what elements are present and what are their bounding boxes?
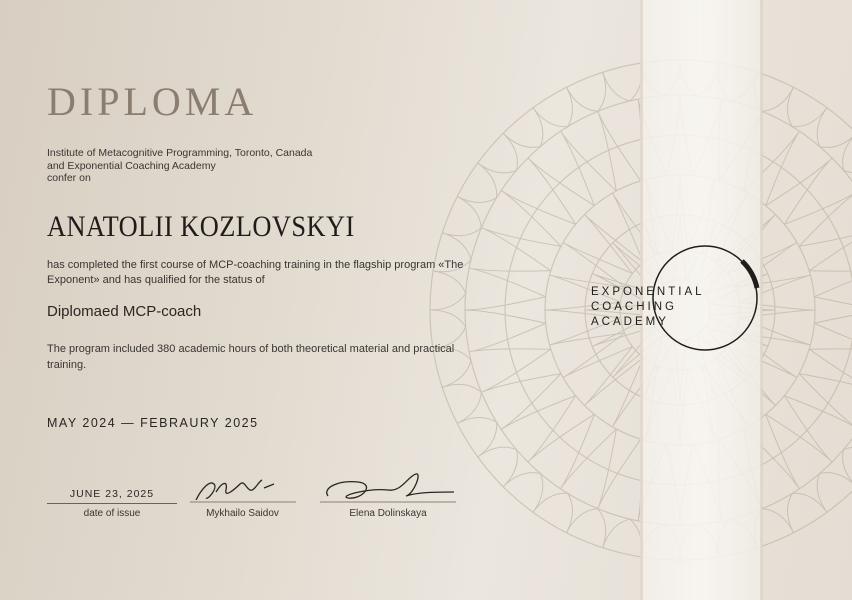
signer-name: Mykhailo Saidov	[206, 508, 279, 519]
logo-line: ACADEMY	[591, 316, 669, 328]
intro-line: Institute of Metacognitive Programming, Toronto, Canada	[47, 147, 313, 159]
logo-line: COACHING	[591, 301, 677, 313]
qualification-status: Diplomaed MCP-coach	[47, 303, 202, 320]
signature-block-dolinskaya	[318, 470, 458, 519]
diploma-title: DIPLOMA	[47, 79, 258, 124]
intro-line: and Exponential Coaching Academy	[47, 159, 216, 172]
issue-date: JUNE 23, 2025	[69, 488, 155, 500]
handwritten-signature-dolinskaya	[318, 470, 458, 506]
signature-block-saidov	[180, 470, 305, 519]
intro-text	[47, 147, 407, 185]
signer-name: Elena Dolinskaya	[349, 508, 427, 519]
academy-logo	[588, 243, 768, 358]
program-description: The program included 380 academic hours of both theoretical material and practical training.	[47, 343, 455, 371]
handwritten-signature-saidov	[188, 470, 298, 506]
logo-line: EXPONENTIAL	[591, 286, 705, 298]
signature-line	[47, 503, 177, 504]
recipient-name: ANATOLII KOZLOVSKYI	[47, 210, 355, 243]
training-period: MAY 2024 — FEBRAURY 2025	[47, 416, 259, 430]
issue-date-caption: date of issue	[83, 508, 141, 519]
issue-date-block	[47, 488, 177, 519]
completion-text: has completed the first course of MCP-coaching training in the flagship program «The Exponent» and has qualified for the status of	[47, 259, 464, 286]
intro-line: confer on	[47, 172, 91, 184]
logo-text	[591, 285, 705, 330]
